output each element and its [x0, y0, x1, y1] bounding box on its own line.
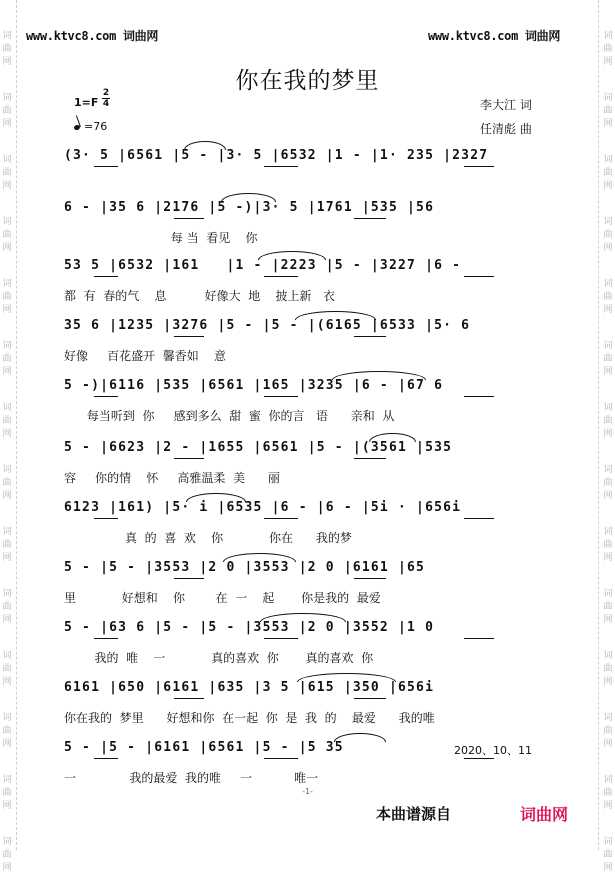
watermark-mark: 词 曲 网: [2, 465, 12, 501]
key-signature: 1=F: [74, 96, 99, 109]
watermark-mark: 词 曲 网: [2, 341, 12, 377]
beam-underline: [174, 458, 204, 459]
notation-line: 6123 |161) |5· i |6535 |6 - |6 - |5i · |656i: [64, 500, 471, 515]
beam-underline: [174, 336, 204, 337]
notation-line: 5 -)|6116 |535 |6561 |165 |3235 |6 - |67 6: [64, 378, 453, 393]
watermark-mark: 词 曲 网: [2, 527, 12, 563]
beam-underline: [94, 396, 118, 397]
lyric-line: [64, 177, 554, 193]
watermark-mark: 词 曲 网: [603, 93, 613, 129]
left-watermark-column: [0, 0, 14, 873]
lyricist-credit: 李大江 词: [480, 98, 532, 112]
watermark-mark: 词 曲 网: [2, 93, 12, 129]
beam-underline: [464, 276, 494, 277]
source-label: 本曲谱源自: [376, 805, 452, 823]
score-line: [64, 500, 554, 560]
beam-underline: [174, 218, 204, 219]
watermark-mark: 词 曲 网: [2, 775, 12, 811]
watermark-mark: 词 曲 网: [603, 837, 613, 873]
lyric-line: 你在我的 梦里 好想和你 在一起 你 是 我 的 最爱 我的唯: [64, 711, 435, 725]
watermark-mark: 词 曲 网: [2, 31, 12, 67]
notation-line: 6161 |650 |6161 |635 |3 5 |615 |350 |656i: [64, 680, 444, 695]
lyric-line: 里 好想和 你 在 一 起 你是我的 最爱: [64, 591, 381, 605]
right-dashed-rule: [598, 0, 599, 850]
score-line: [64, 318, 554, 378]
beam-underline: [464, 638, 494, 639]
notation-line: 5 - |63 6 |5 - |5 - |3553 |2 0 |3552 |1 0: [64, 620, 444, 635]
watermark-mark: 词 曲 网: [603, 279, 613, 315]
watermark-mark: 词 曲 网: [603, 651, 613, 687]
beam-underline: [354, 458, 386, 459]
notation-line: 53 5 |6532 |161 |1 - |2223 |5 - |3227 |6 -: [64, 258, 471, 273]
composition-date: 2020、10、11: [454, 744, 532, 757]
watermark-mark: 词 曲 网: [603, 527, 613, 563]
watermark-mark: 词 曲 网: [603, 217, 613, 253]
beam-underline: [264, 276, 298, 277]
beam-underline: [264, 758, 298, 759]
score-line: [64, 620, 554, 680]
lyric-line: 都 有 春的气 息 好像大 地 披上新 衣: [64, 289, 335, 303]
watermark-mark: 词 曲 网: [2, 279, 12, 315]
beam-underline: [354, 578, 386, 579]
notation-line: 5 - |5 - |3553 |2 0 |3553 |2 0 |6161 |65: [64, 560, 435, 575]
tempo-value: =76: [84, 120, 108, 133]
watermark-mark: 词 曲 网: [2, 403, 12, 439]
meter-top: 2: [102, 88, 110, 98]
beam-underline: [464, 758, 494, 759]
watermark-mark: 词 曲 网: [603, 589, 613, 625]
notation-line: 5 - |5 - |6161 |6561 |5 - |5 35: [64, 740, 353, 755]
song-title: 你在我的梦里: [235, 68, 380, 94]
lyric-line: 容 你的情 怀 高雅温柔 美 丽: [64, 471, 280, 485]
page-number: -1-: [302, 787, 313, 796]
watermark-mark: 词 曲 网: [2, 217, 12, 253]
meter-bottom: 4: [102, 99, 110, 109]
watermark-mark: 词 曲 网: [603, 465, 613, 501]
score-line: [64, 440, 554, 500]
site-url-left[interactable]: www.ktvc8.com 词曲网: [26, 29, 159, 43]
beam-underline: [264, 518, 298, 519]
beam-underline: [464, 396, 494, 397]
slur-mark: [184, 141, 226, 150]
beam-underline: [264, 638, 298, 639]
score-line: [64, 148, 554, 208]
beam-underline: [94, 758, 118, 759]
watermark-mark: 词 曲 网: [603, 341, 613, 377]
watermark-mark: 词 曲 网: [603, 403, 613, 439]
beam-underline: [354, 218, 386, 219]
beam-underline: [464, 166, 494, 167]
quarter-note-icon: [73, 124, 80, 131]
watermark-mark: 词 曲 网: [2, 651, 12, 687]
lyric-line: 好像 百花盛开 馨香如 意: [64, 349, 226, 363]
watermark-mark: 词 曲 网: [2, 837, 12, 873]
score-line: [64, 200, 554, 260]
score-line: [64, 258, 554, 318]
watermark-mark: 词 曲 网: [603, 155, 613, 191]
lyric-line: 真 的 喜 欢 你 你在 我的梦: [64, 531, 352, 545]
right-watermark-column: [601, 0, 615, 873]
lyric-line: 每 当 看见 你: [64, 231, 258, 245]
beam-underline: [174, 698, 204, 699]
site-url-right[interactable]: www.ktvc8.com 词曲网: [428, 29, 561, 43]
watermark-mark: 词 曲 网: [2, 713, 12, 749]
score-line: [64, 560, 554, 620]
lyric-line: 我的 唯 一 真的喜欢 你 真的喜欢 你: [64, 651, 374, 665]
left-dashed-rule: [16, 0, 17, 850]
watermark-mark: 词 曲 网: [603, 775, 613, 811]
watermark-mark: 词 曲 网: [603, 31, 613, 67]
beam-underline: [94, 166, 118, 167]
lyric-line: 一 我的最爱 我的唯 一 唯一: [64, 771, 319, 785]
beam-underline: [354, 336, 386, 337]
time-signature: [102, 88, 110, 109]
beam-underline: [354, 698, 386, 699]
beam-underline: [94, 276, 118, 277]
beam-underline: [264, 396, 298, 397]
score-line: [64, 680, 554, 740]
notation-line: 6 - |35 6 |2176 |5 -)|3· 5 |1761 |535 |56: [64, 200, 444, 215]
beam-underline: [174, 578, 204, 579]
tempo-marking: [74, 120, 107, 133]
watermark-mark: 词 曲 网: [603, 713, 613, 749]
lyric-line: 每当听到 你 感到多么 甜 蜜 你的言 语 亲和 从: [64, 409, 395, 423]
beam-underline: [464, 518, 494, 519]
score-line: [64, 378, 554, 438]
notation-line: 35 6 |1235 |3276 |5 - |5 - |(6165 |6533 |5· 6: [64, 318, 480, 333]
beam-underline: [94, 518, 118, 519]
beam-underline: [264, 166, 298, 167]
watermark-mark: 词 曲 网: [2, 589, 12, 625]
watermark-mark: 词 曲 网: [2, 155, 12, 191]
composer-credit: 任清彪 曲: [480, 122, 532, 136]
brand-logo[interactable]: 词曲网: [520, 805, 569, 824]
beam-underline: [94, 638, 118, 639]
notation-line: 5 - |6623 |2 - |1655 |6561 |5 - |(3561 |535: [64, 440, 462, 455]
notation-line: (3· 5 |6561 |5 - |3· 5 |6532 |1 - |1· 235 |2327: [64, 148, 498, 163]
